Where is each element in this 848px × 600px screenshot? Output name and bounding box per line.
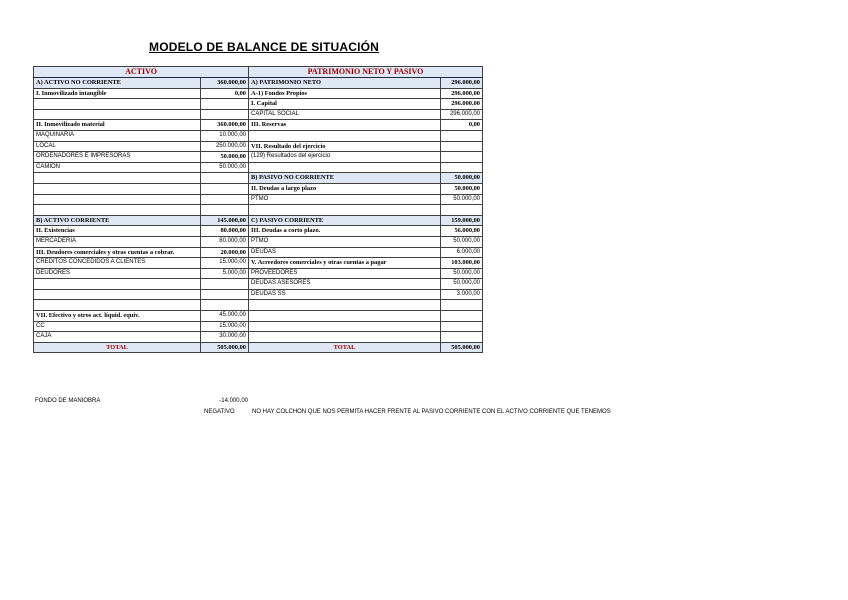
activo-value-cell: 80.000,00 (201, 226, 249, 237)
pasivo-label-cell (249, 321, 441, 332)
pasivo-label-cell: C) PASIVO CORRIENTE (249, 215, 441, 226)
activo-value-cell (201, 194, 249, 205)
pasivo-label-cell: (129) Resultados del ejercicio (249, 152, 441, 163)
table-row (34, 215, 483, 226)
pasivo-label-cell: DEUDAS (249, 247, 441, 258)
pasivo-label-cell: PTMO (249, 236, 441, 247)
table-row (34, 311, 483, 322)
table-row (34, 183, 483, 194)
total-row (34, 342, 483, 353)
pasivo-value-cell (441, 130, 483, 141)
pasivo-label-cell: DEUDAS SS (249, 289, 441, 300)
activo-label-cell (34, 289, 201, 300)
activo-label-cell: MAQUINARIA (34, 130, 201, 141)
table-row (34, 236, 483, 247)
activo-label-cell: CC (34, 321, 201, 332)
activo-label-cell: CAJA (34, 332, 201, 343)
fondo-maniobra-status: NEGATIVO (204, 409, 235, 415)
pasivo-value-cell: 50.000,00 (441, 173, 483, 184)
activo-value-cell (201, 173, 249, 184)
pasivo-value-cell: 3.000,00 (441, 289, 483, 300)
pasivo-label-cell (249, 311, 441, 322)
pasivo-label-cell (249, 162, 441, 173)
pasivo-label-cell: PTMO (249, 194, 441, 205)
table-row (34, 109, 483, 120)
table-row (34, 162, 483, 173)
pasivo-label-cell: PROVEEDORES (249, 268, 441, 279)
table-row (34, 321, 483, 332)
activo-value-cell: 15.000,00 (201, 258, 249, 269)
table-row (34, 141, 483, 152)
activo-value-cell: 145.000,00 (201, 215, 249, 226)
pasivo-value-cell (441, 311, 483, 322)
activo-value-cell (201, 279, 249, 290)
pasivo-total-value: 505.000,00 (441, 342, 483, 353)
pasivo-value-cell: 0,00 (441, 120, 483, 131)
pasivo-label-cell (249, 205, 441, 216)
activo-label-cell (34, 173, 201, 184)
pasivo-label-cell: B) PASIVO NO CORRIENTE (249, 173, 441, 184)
pasivo-value-cell: 50.000,00 (441, 268, 483, 279)
pasivo-label-cell (249, 300, 441, 311)
pasivo-value-cell (441, 152, 483, 163)
fondo-maniobra-note: NO HAY COLCHON QUE NOS PERMITA HACER FRENTE AL PASIVO CORRIENTE CON EL ACTIVO CORRIENTE QUE TENEMOS (252, 409, 611, 415)
table-row (34, 173, 483, 184)
pasivo-label-cell (249, 332, 441, 343)
pasivo-value-cell: 296.000,00 (441, 88, 483, 99)
activo-label-cell (34, 300, 201, 311)
pasivo-value-cell: 56.000,00 (441, 226, 483, 237)
activo-value-cell: 45.000,00 (201, 311, 249, 322)
pasivo-label-cell: DEUDAS ASESORES (249, 279, 441, 290)
table-row (34, 152, 483, 163)
pasivo-value-cell (441, 205, 483, 216)
pasivo-value-cell: 50.000,00 (441, 183, 483, 194)
pasivo-value-cell (441, 321, 483, 332)
pasivo-value-cell (441, 332, 483, 343)
pasivo-label-cell: A-1) Fondos Propios (249, 88, 441, 99)
table-row (34, 332, 483, 343)
activo-total-value: 505.000,00 (201, 342, 249, 353)
table-row (34, 194, 483, 205)
pasivo-value-cell: 50.000,00 (441, 236, 483, 247)
pasivo-value-cell: 6.000,00 (441, 247, 483, 258)
table-row (34, 88, 483, 99)
pasivo-value-cell (441, 162, 483, 173)
activo-header: ACTIVO (34, 67, 249, 78)
activo-label-cell: CREDITOS CONCEDIDOS A CLIENTES (34, 258, 201, 269)
activo-label-cell: DEUDORES (34, 268, 201, 279)
page-title: MODELO DE BALANCE DE SITUACIÓN (149, 40, 380, 54)
pasivo-label-cell: III. Deudas a corto plazo. (249, 226, 441, 237)
activo-label-cell: LOCAL (34, 141, 201, 152)
pasivo-value-cell: 50.000,00 (441, 194, 483, 205)
pasivo-value-cell (441, 300, 483, 311)
table-header-row (34, 67, 483, 78)
activo-value-cell: 80.000,00 (201, 236, 249, 247)
pasivo-value-cell: 50.000,00 (441, 279, 483, 290)
table-row (34, 289, 483, 300)
activo-value-cell (201, 109, 249, 120)
pasivo-label-cell: III. Reservas (249, 120, 441, 131)
activo-label-cell (34, 205, 201, 216)
pasivo-label-cell: V. Acreedores comerciales y otras cuentas a pagar (249, 258, 441, 269)
activo-label-cell (34, 109, 201, 120)
activo-label-cell (34, 194, 201, 205)
activo-total-label: TOTAL (34, 342, 201, 353)
activo-value-cell (201, 99, 249, 110)
activo-value-cell (201, 300, 249, 311)
pasivo-label-cell: II. Deudas a largo plazo (249, 183, 441, 194)
pasivo-label-cell: VII. Resultado del ejercicio (249, 141, 441, 152)
activo-value-cell: 20.000,00 (201, 247, 249, 258)
pasivo-total-label: TOTAL (249, 342, 441, 353)
activo-value-cell: 10.000,00 (201, 130, 249, 141)
activo-value-cell: 50.000,00 (201, 152, 249, 163)
activo-label-cell: B) ACTIVO CORRIENTE (34, 215, 201, 226)
table-row (34, 279, 483, 290)
activo-label-cell: CAMION (34, 162, 201, 173)
pasivo-value-cell: 159.000,00 (441, 215, 483, 226)
pasivo-label-cell: A) PATRIMONIO NETO (249, 78, 441, 89)
activo-label-cell: MERCADERIA (34, 236, 201, 247)
activo-label-cell: III. Deudores comerciales y otras cuentas a cobrar. (34, 247, 201, 258)
activo-value-cell (201, 289, 249, 300)
fondo-maniobra-value: -14.000,00 (219, 398, 248, 404)
table-row (34, 247, 483, 258)
activo-value-cell: 30.000,00 (201, 332, 249, 343)
pasivo-label-cell: CAPITAL SOCIAL (249, 109, 441, 120)
table-row (34, 258, 483, 269)
pasivo-value-cell (441, 141, 483, 152)
table-row (34, 130, 483, 141)
activo-label-cell (34, 183, 201, 194)
activo-value-cell: 5.000,00 (201, 268, 249, 279)
table-row (34, 99, 483, 110)
activo-value-cell: 360.000,00 (201, 120, 249, 131)
pasivo-value-cell: 296.000,00 (441, 78, 483, 89)
activo-label-cell: VII. Efectivo y otros act. líquid. equiv. (34, 311, 201, 322)
table-row (34, 300, 483, 311)
activo-label-cell: I. Inmovilizado intangible (34, 88, 201, 99)
pasivo-header: PATRIMONIO NETO Y PASIVO (249, 67, 483, 78)
activo-label-cell: ORDENADORES E IMPRESORAS (34, 152, 201, 163)
activo-value-cell: 50.000,00 (201, 162, 249, 173)
activo-label-cell: A) ACTIVO NO CORRIENTE (34, 78, 201, 89)
pasivo-value-cell: 296.000,00 (441, 109, 483, 120)
activo-value-cell: 15.000,00 (201, 321, 249, 332)
balance-table (33, 66, 483, 353)
activo-label-cell (34, 279, 201, 290)
fondo-maniobra-label: FONDO DE MANIOBRA (35, 398, 101, 404)
pasivo-label-cell: I. Capital (249, 99, 441, 110)
table-row (34, 268, 483, 279)
activo-value-cell (201, 183, 249, 194)
table-row (34, 205, 483, 216)
activo-value-cell: 250.000,00 (201, 141, 249, 152)
activo-label-cell (34, 99, 201, 110)
table-row (34, 226, 483, 237)
activo-label-cell: II. Existencias (34, 226, 201, 237)
activo-value-cell (201, 205, 249, 216)
activo-value-cell: 0,00 (201, 88, 249, 99)
table-row (34, 120, 483, 131)
pasivo-value-cell: 103.000,00 (441, 258, 483, 269)
table-row (34, 78, 483, 89)
activo-value-cell: 360.000,00 (201, 78, 249, 89)
pasivo-label-cell (249, 130, 441, 141)
activo-label-cell: II. Inmovilizado material (34, 120, 201, 131)
pasivo-value-cell: 296.000,00 (441, 99, 483, 110)
